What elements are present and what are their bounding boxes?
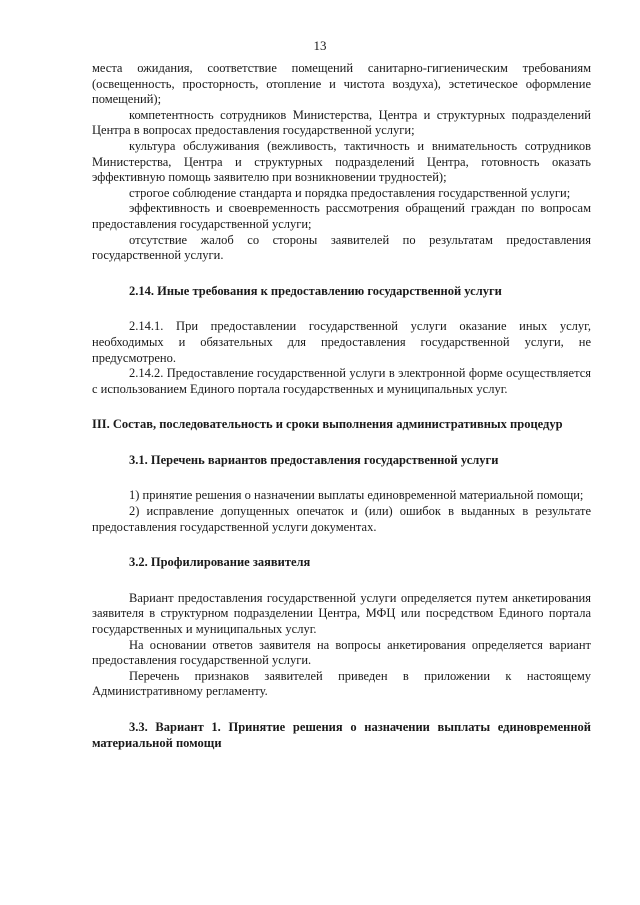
paragraph: 2.14.1. При предоставлении государственной услуги оказание иных услуг, необходимых и обязательных для предоставления государственной услуги, не предусмотрено. [92,319,591,365]
paragraph: компетентность сотрудников Министерства, Центра и структурных подразделений Центра в вопросах предоставления государственной услуги; [92,107,591,138]
paragraph: На основании ответов заявителя на вопросы анкетирования определяется вариант предоставления государственной услуги. [92,637,591,668]
paragraph: культура обслуживания (вежливость, тактичность и внимательность сотрудников Министерства, Центра и структурных подразделений Центра, готовность оказать эффективную помощь заявителю при возникновении трудностей); [92,138,591,185]
document-body [92,61,591,751]
paragraph: 2.14.2. Предоставление государственной услуги в электронной форме осуществляется с использованием Единого портала государственных и муниципальных услуг. [92,366,591,396]
paragraph: отсутствие жалоб со стороны заявителей по результатам предоставления государственной услуги. [92,232,591,263]
section-heading-3: III. Состав, последовательность и сроки выполнения административных процедур [92,417,563,432]
page-number: 13 [313,38,327,53]
section-heading-3-3: 3.3. Вариант 1. Принятие решения о назначении выплаты единовременной материальной помощи [92,720,591,750]
list-item: 2) исправление допущенных опечаток и (или) ошибок в выданных в результате предоставления государственной услуги документах. [92,504,591,534]
paragraph: Перечень признаков заявителей приведен в приложении к настоящему Административному регламенту. [92,668,591,699]
paragraph: места ожидания, соответствие помещений санитарно-гигиеническим требованиям (освещенность, просторность, отопление и чистота воздуха), эстетическое оформление помещений); [92,61,591,107]
section-heading-2-14: 2.14. Иные требования к предоставлению государственной услуги [129,283,502,298]
section-heading-3-1: 3.1. Перечень вариантов предоставления государственной услуги [129,452,499,467]
paragraph: строгое соблюдение стандарта и порядка предоставления государственной услуги; [129,185,571,200]
paragraph: Вариант предоставления государственной услуги определяется путем анкетирования заявителя в структурном подразделении Центра, МФЦ или посредством Единого портала государственных и муниципальных услуг. [92,590,591,637]
list-item: 1) принятие решения о назначении выплаты единовременной материальной помощи; [129,488,584,503]
paragraph: эффективность и своевременность рассмотрения обращений граждан по вопросам предоставления государственной услуги; [92,201,591,231]
section-heading-3-2: 3.2. Профилирование заявителя [129,555,311,570]
